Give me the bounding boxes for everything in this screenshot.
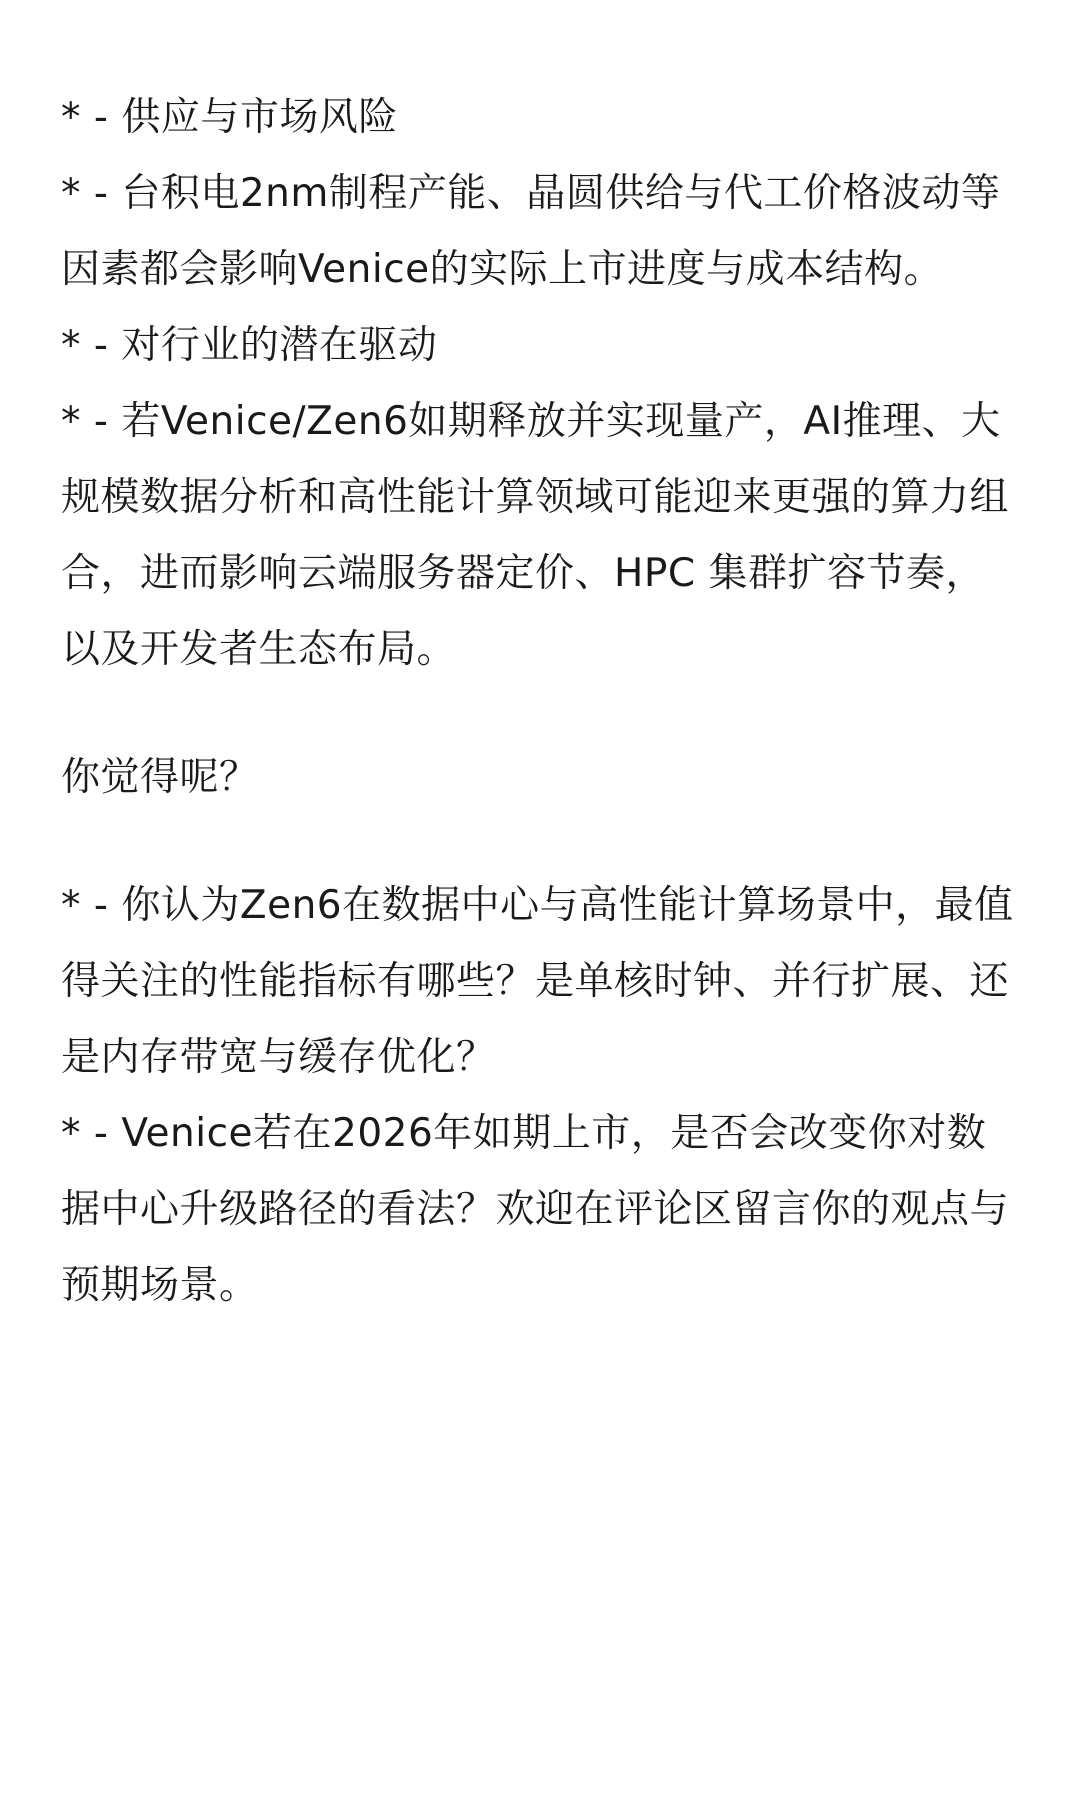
bullet-question-zen6: * - 你认为Zen6在数据中心与高性能计算场景中，最值得关注的性能指标有哪些？是单核时钟、并行扩展、还是内存带宽与缓存优化？ [61, 883, 1014, 1080]
question-heading: 你觉得呢？ [61, 755, 259, 800]
paragraph-gap [61, 816, 1021, 868]
bullet-question-venice: * - Venice若在2026年如期上市，是否会改变你对数据中心升级路径的看法？欢迎在评论区留言你的观点与预期场景。 [61, 1111, 1010, 1308]
bullet-supply-risk-detail: * - 台积电2nm制程产能、晶圆供给与代工价格波动等因素都会影响Venice的实际上市进度与成本结构。 [61, 171, 1001, 292]
paragraph-gap [61, 688, 1021, 740]
bullet-industry-driver-detail: * - 若Venice/Zen6如期释放并实现量产，AI推理、大规模数据分析和高性能计算领域可能迎来更强的算力组合，进而影响云端服务器定价、HPC 集群扩容节奏，以及开发者生态布局。 [61, 399, 1010, 672]
bullet-industry-driver-heading: * - 对行业的潜在驱动 [61, 323, 438, 368]
article-body [61, 80, 1021, 1324]
bullet-supply-risk-heading: * - 供应与市场风险 [61, 95, 398, 140]
